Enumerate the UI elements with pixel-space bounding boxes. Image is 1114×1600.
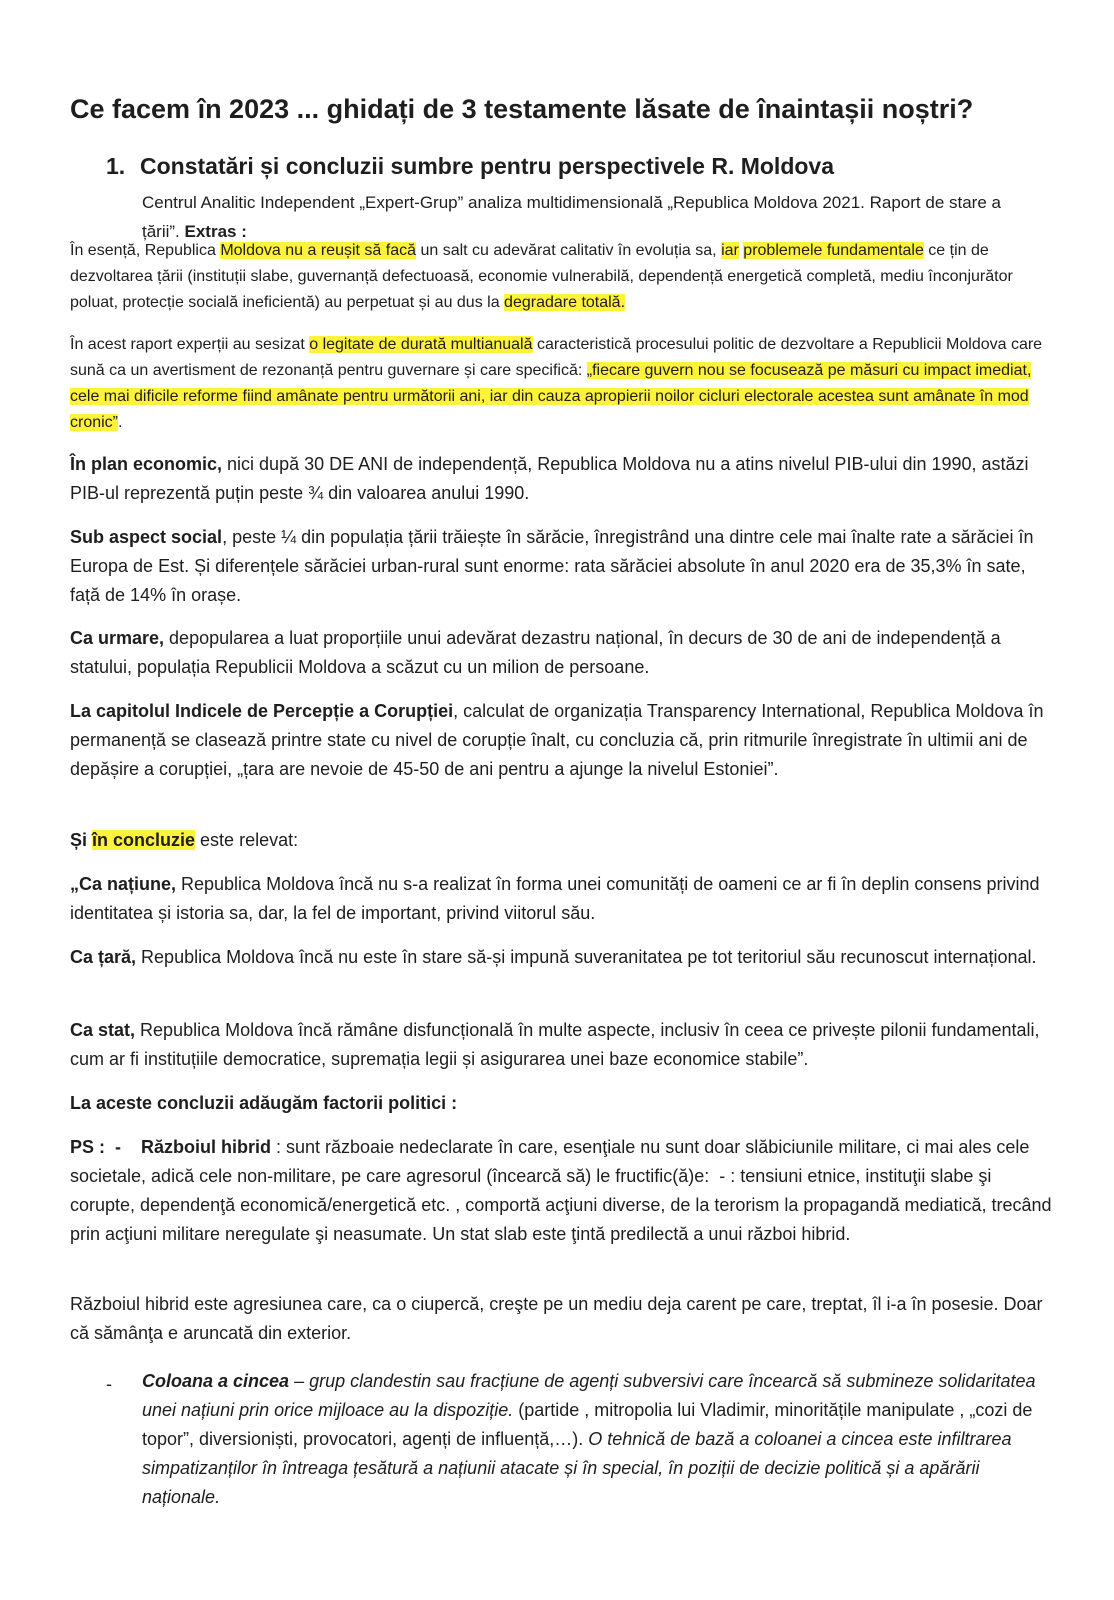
paragraph-stat [70, 1016, 1055, 1074]
bold-lead: PS : - Războiul hibrid [70, 1137, 271, 1157]
highlight: o legitate de durată multianuală [309, 336, 533, 353]
paragraph-razboi-hibrid [70, 1133, 1062, 1249]
bullet-marker: - [106, 1374, 112, 1394]
bold-lead: La capitolul Indicele de Percepție a Corupției [70, 701, 454, 721]
text-span: ce țin de dezvoltarea țării (instituții slabe, guvernanță defectuoasă, economie vulnerabilă, dependență energetică completă, mediu înconjurător poluat, protecție socială ineficientă) au perpetuat și au dus la [70, 242, 1013, 311]
highlight: în concluzie [92, 830, 196, 850]
extras-label: Extras : [184, 222, 247, 241]
paragraph-coruptie [70, 697, 1055, 784]
text-span: un salt cu adevărat calitativ în evoluția sa, [416, 242, 722, 259]
text-span: Republica Moldova încă nu s-a realizat în forma unei comunități de oameni ce ar fi în deplin consens privind identitatea și istoria sa, dar, la fel de important, privind viitorul său. [70, 874, 1040, 923]
text-span: : sunt războaie nedeclarate în care, esenţiale nu sunt doar slăbiciunile militare, ci mai ales cele societale, adică cele non-militare, pe care agresorul (încearcă să) le fructific(ă)e: - : tensiuni etnice, instituţii slabe şi corupte, dependenţă economică/energetică etc. , comportă acţiuni diverse, de la terorism la propagandă mediatică, trecând prin acţiuni militare neregulate şi neasumate. Un stat slab este ţintă predilectă a unui război hibrid. [70, 1137, 1062, 1244]
text-span: nici după 30 DE ANI de independență, Republica Moldova nu a atins nivelul PIB-ului din 1990, astăzi PIB-ul reprezentă puțin peste ¾ din valoarea anului 1990. [70, 454, 1029, 503]
bold-lead: La aceste concluzii adăugăm factorii politici : [70, 1093, 458, 1113]
paragraph-depopulare [70, 624, 1055, 682]
text-span: , calculat de organizația Transparency International, Republica Moldova în permanență se clasează printre state cu nivel de corupție înalt, cu concluzia că, prin ritmurile înregistrate în ultimii ani de depășire a corupției, „țara are nevoie de 45-50 de ani pentru a ajunge la nivelul Estoniei”. [70, 701, 1044, 779]
section-heading [106, 151, 834, 181]
paragraph-ciuperca [70, 1290, 1055, 1348]
text-span: , peste ¼ din populația țării trăiește în sărăcie, înregistrând una dintre cele mai înalte rate a sărăciei în Europa de Est. Și diferențele sărăciei urban-rural sunt enorme: rata sărăciei absolute în anul 2020 era de 35,3% în sate, față de 14% în orașe. [70, 527, 1034, 605]
paragraph-legitate [70, 332, 1060, 436]
text-span: caracteristică procesului politic de dezvoltare a Republicii Moldova care sună ca un avertisment de rezonanță pentru guvernare și care specifică: [70, 336, 1043, 379]
paragraph-economic [70, 450, 1055, 508]
text-span: este relevat: [195, 830, 299, 850]
highlight: degradare totală. [504, 294, 626, 311]
bold-lead: Și [70, 830, 93, 850]
section-heading-text: Constatări și concluzii sumbre pentru perspectivele R. Moldova [140, 153, 834, 179]
bold-lead: Ca urmare, [70, 628, 165, 648]
paragraph-concluzie-intro [70, 826, 1055, 855]
document-title: Ce facem în 2023 ... ghidați de 3 testamente lăsate de înaintașii noștri? [70, 94, 974, 124]
italic-span: O tehnică de bază a coloanei a cincea este infiltrarea simpatizanților în întreaga țesătură a națiunii atacate și în special, în poziții de decizie politică și a apărării naționale. [142, 1429, 1012, 1507]
section-number: 1. [106, 153, 126, 179]
italic-span: – grup clandestin sau fracțiune de agenți subversivi care încearcă să submineze solidaritatea unei națiuni prin orice mijloace au la dispoziție. [142, 1371, 1036, 1420]
source-text: Centrul Analitic Independent „Expert-Grup” analiza multidimensională „Republica Moldova 2021. Raport de stare a țării”. [142, 193, 1001, 241]
bold-lead: Ca țară, [70, 947, 137, 967]
text-span: (partide , mitropolia lui Vladimir, minoritățile manipulate , „cozi de topor”, diversioniști, provocatori, agenți de influență,…). [142, 1400, 1033, 1449]
bold-lead: „Ca națiune, [70, 874, 177, 894]
highlight: iar [721, 242, 739, 259]
highlight: problemele fundamentale [743, 242, 924, 259]
bold-lead: Ca stat, [70, 1020, 136, 1040]
text-span: În esență, Republica [70, 242, 221, 259]
text-span: Republica Moldova încă nu este în stare să-și impună suveranitatea pe tot teritoriul său recunoscut internațional. [136, 947, 1037, 967]
bold-lead: Sub aspect social [70, 527, 223, 547]
paragraph-tara [70, 943, 1055, 972]
bullet-coloana-a-cincea [142, 1367, 1042, 1512]
highlight: „fiecare guvern nou se focusează pe măsuri cu impact imediat, cele mai dificile reforme fiind amânate pentru următorii ani, iar din cauza apropierii noilor cicluri electorale acestea sunt amânate în mod cronic” [70, 362, 1032, 431]
paragraph-natiune [70, 870, 1055, 928]
text-span: În acest raport experții au sesizat [70, 336, 310, 353]
paragraph-factori-politici [70, 1089, 1055, 1118]
text-span: depopularea a luat proporțiile unui adevărat dezastru național, în decurs de 30 de ani de independență a statului, populația Republicii Moldova a scăzut cu un milion de persoane. [70, 628, 1001, 677]
bold-lead: În plan economic, [70, 454, 223, 474]
text-span: Republica Moldova încă rămâne disfuncțională în multe aspecte, inclusiv în ceea ce privește pilonii fundamentali, cum ar fi instituțiile democratice, supremația legii și asigurarea unei baze economice stabile”. [70, 1020, 1040, 1069]
paragraph-social [70, 523, 1055, 610]
paragraph-summary [70, 238, 1060, 316]
text-span: . [118, 414, 123, 431]
highlight: Moldova nu a reușit să facă [220, 242, 416, 259]
bold-italic-term: Coloana a cincea [142, 1371, 290, 1391]
text-span: Războiul hibrid este agresiunea care, ca o ciupercă, creşte pe un mediu deja carent pe care, treptat, îl i-a în posesie. Doar că sămânţa e aruncată din exterior. [70, 1294, 1043, 1343]
